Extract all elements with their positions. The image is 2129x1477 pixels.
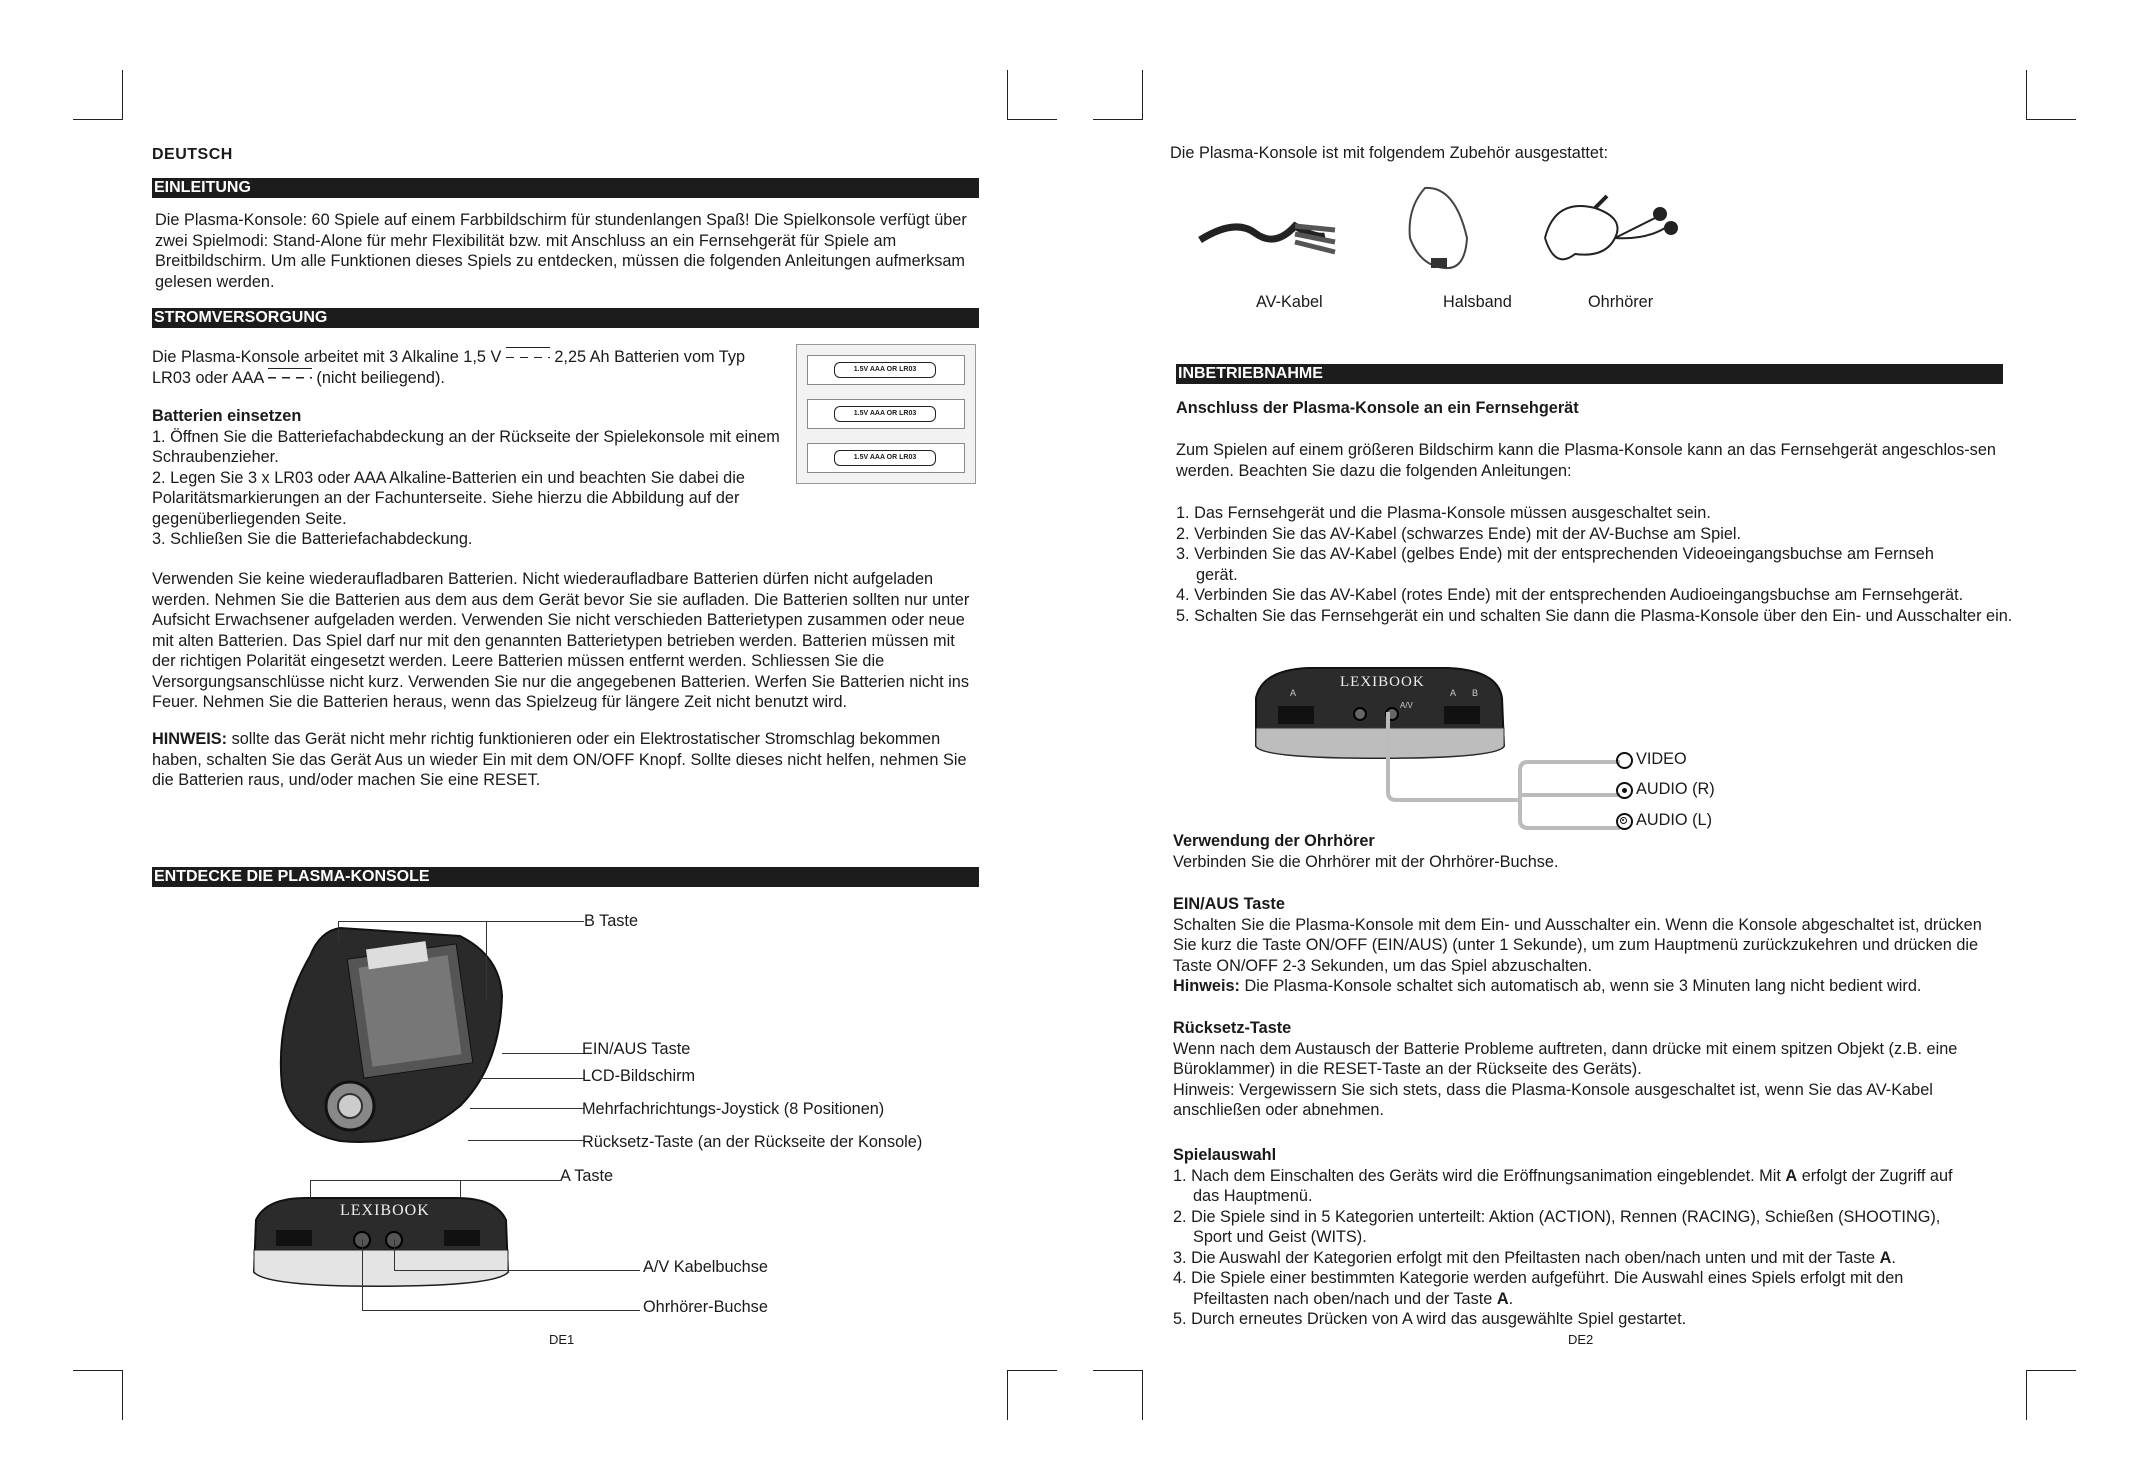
accessory-label: Halsband xyxy=(1443,293,1512,311)
label-joystick: Mehrfachrichtungs-Joystick (8 Positionen) xyxy=(582,1100,885,1118)
page-number: DE2 xyxy=(1568,1332,1594,1347)
power-text: (nicht beiliegend). xyxy=(311,368,445,387)
power-text: LR03 oder AAA xyxy=(152,368,268,387)
audio-r-connector-icon xyxy=(1616,782,1633,799)
crop-mark xyxy=(73,119,123,120)
section-heading-stromversorgung: STROMVERSORGUNG xyxy=(152,308,979,328)
step-text: erfolgt der Zugriff auf xyxy=(1797,1166,1953,1185)
device-mark-a: A xyxy=(1290,688,1297,698)
einaus-title: EIN/AUS Taste xyxy=(1173,895,1285,913)
crop-mark xyxy=(1093,1370,1143,1371)
connector-label-audio-l: AUDIO (L) xyxy=(1636,811,1712,829)
insert-batteries-block xyxy=(152,406,782,550)
tv-steps xyxy=(1176,503,2016,626)
leader-line xyxy=(470,1108,584,1109)
game-step xyxy=(1173,1289,2013,1310)
power-paragraph xyxy=(152,347,792,388)
device-mark-b: B xyxy=(1472,688,1479,698)
step-text: 1. Nach dem Einschalten des Geräts wird die Eröffnungsanimation eingeblendet. Mit xyxy=(1173,1166,1786,1185)
battery xyxy=(807,443,965,473)
accessories-intro: Die Plasma-Konsole ist mit folgendem Zubehör ausgestattet: xyxy=(1170,144,1609,162)
game-step: 4. Die Spiele einer bestimmten Kategorie werden aufgeführt. Die Auswahl eines Spiels erfolgt mit den xyxy=(1173,1269,1904,1287)
tv-connection-intro: Zum Spielen auf einem größeren Bildschirm kann die Plasma-Konsole kann an das Fernsehgerät angeschlos-sen werden. Beachten Sie dazu die folgenden Anleitungen: xyxy=(1176,441,1996,480)
leader-line xyxy=(338,921,584,922)
power-text: 2,25 Ah Batterien vom Typ xyxy=(549,348,746,366)
connector-label-audio-r: AUDIO (R) xyxy=(1636,780,1715,798)
accessory-label: AV-Kabel xyxy=(1256,293,1323,311)
device-mark-av: A/V xyxy=(1400,701,1413,710)
hinweis-label: HINWEIS: xyxy=(152,730,228,748)
tv-step: 1. Das Fernsehgerät und die Plasma-Konsole müssen ausgeschaltet sein. xyxy=(1176,504,1711,522)
section-heading-entdecke: ENTDECKE DIE PLASMA-KONSOLE xyxy=(152,867,979,887)
crop-mark xyxy=(2026,119,2076,120)
step-key: A xyxy=(1496,1289,1509,1308)
accessory-label: Ohrhörer xyxy=(1588,293,1654,311)
game-step xyxy=(1173,1248,2013,1269)
einaus-hint-text: Die Plasma-Konsole schaltet sich automatisch ab, wenn sie 3 Minuten lang nicht bedient wird. xyxy=(1239,977,1922,995)
einaus-hint xyxy=(1173,976,2003,997)
battery-label: 1.5V AAA OR LR03 xyxy=(834,362,936,378)
device-mark-a: A xyxy=(1450,688,1457,698)
leader-line xyxy=(480,1078,584,1079)
tv-step: gerät. xyxy=(1196,565,1238,584)
language-heading: DEUTSCH xyxy=(152,146,233,163)
insert-step: 2. Legen Sie 3 x LR03 oder AAA Alkaline-Batterien ein und beachten Sie dabei die Polaritätsmarkierungen an der Fachunterseite. Siehe hierzu die Abbildung auf der gegenüberliegenden Seite. xyxy=(152,468,745,528)
insert-step: 3. Schließen Sie die Batteriefachabdeckung. xyxy=(152,530,473,548)
intro-paragraph: Die Plasma-Konsole: 60 Spiele auf einem Farbbildschirm für stundenlangen Spaß! Die Spielkonsole verfügt über zwei Spielmodi: Stand-Alone für mehr Flexibilität bzw. mit Anschluss an ein Fernsehgerät für Spiele am Breitbildschirm. Um alle Funktionen dieses Spiels zu entdecken, müssen die folgenden Anleitungen aufmerksam gelesen werden. xyxy=(155,211,967,291)
section-heading-einleitung: EINLEITUNG xyxy=(152,178,979,198)
tv-connection-title: Anschluss der Plasma-Konsole an ein Fernsehgerät xyxy=(1176,399,1579,417)
leader-line xyxy=(394,1270,640,1271)
step-text: Pfeiltasten nach oben/nach und der Taste xyxy=(1193,1289,1497,1308)
tv-step: 2. Verbinden Sie das AV-Kabel (schwarzes Ende) mit der AV-Buchse am Spiel. xyxy=(1176,524,1742,543)
connector-label-video: VIDEO xyxy=(1636,750,1687,768)
leader-line xyxy=(468,1140,584,1141)
battery xyxy=(807,399,965,429)
label-lcd: LCD-Bildschirm xyxy=(582,1067,696,1085)
crop-mark xyxy=(1142,1370,1143,1420)
einaus-hint-label: Hinweis: xyxy=(1173,977,1240,995)
game-step: 2. Die Spiele sind in 5 Kategorien unterteilt: Aktion (ACTION), Rennen (RACING), Schießen (SHOOTING), xyxy=(1173,1207,1941,1226)
page-number: DE1 xyxy=(549,1332,575,1347)
crop-mark xyxy=(73,1370,123,1371)
section-heading-inbetriebnahme: INBETRIEBNAHME xyxy=(1176,364,2003,384)
einaus-text: Schalten Sie die Plasma-Konsole mit dem Ein- und Ausschalter ein. Wenn die Konsole abgeschaltet ist, drücken Sie kurz die Taste ON/OFF (EIN/AUS) (unter 1 Sekunde), um zum Hauptmenü zurückzukehren und drücken die Taste ON/OFF 2-3 Sekunden, um das Spiel abzuschalten. xyxy=(1173,915,1982,975)
reset-section xyxy=(1173,1018,2003,1121)
label-b-taste: B Taste xyxy=(584,912,639,930)
crop-mark xyxy=(122,1370,123,1420)
leader-line xyxy=(338,921,339,941)
av-cable-lines xyxy=(1380,712,1630,832)
tv-step: 4. Verbinden Sie das AV-Kabel (rotes Ende) mit der entsprechenden Audioeingangsbuchse am Fernsehgerät. xyxy=(1176,586,1964,604)
power-text: Die Plasma-Konsole arbeitet mit 3 Alkaline 1,5 V xyxy=(152,348,506,366)
earphone-title: Verwendung der Ohrhörer xyxy=(1173,832,1375,850)
brand-logo: LEXIBOOK xyxy=(340,1202,430,1219)
game-step xyxy=(1173,1166,2013,1187)
crop-mark xyxy=(122,70,123,120)
reset-title: Rücksetz-Taste xyxy=(1173,1019,1292,1037)
crop-mark xyxy=(1142,70,1143,120)
step-text: 3. Die Auswahl der Kategorien erfolgt mit den Pfeiltasten nach oben/nach unten und mit der Taste xyxy=(1173,1248,1880,1267)
battery-label: 1.5V AAA OR LR03 xyxy=(834,450,936,466)
reset-hint: Hinweis: Vergewissern Sie sich stets, dass die Plasma-Konsole ausgeschaltet ist, wenn Sie das AV-Kabel anschließen oder abnehmen. xyxy=(1173,1080,1933,1119)
audio-l-connector-icon xyxy=(1616,813,1633,830)
crop-mark xyxy=(1093,119,1143,120)
leader-line xyxy=(362,1310,640,1311)
label-av-kabelbuchse: A/V Kabelbuchse xyxy=(643,1258,768,1276)
label-a-taste: A Taste xyxy=(560,1167,614,1185)
battery-compartment-illustration xyxy=(796,344,976,484)
dc-symbol xyxy=(268,368,312,379)
battery-warning-paragraph: Verwenden Sie keine wiederaufladbaren Batterien. Nicht wiederaufladbare Batterien dürfen nicht aufgeladen werden. Nehmen Sie die Batterien aus dem aus dem Gerät bevor Sie sie aufladen. Die Batterien sollten nur unter Aufsicht Erwachsener aufgeladen werden. Verwenden Sie nicht verschieden Batterietypen zusammen oder neue mit alten Batterien. Das Spiel darf nur mit den genannten Batterietypen betrieben werden. Batterien müssen mit der richtigen Polarität eingesetzt werden. Leere Batterien müssen entfernt werden. Schliessen Sie die Versorgungsanschlüsse nicht kurz. Verwenden Sie nur die angegebenen Batterien. Werfen Sie Batterien nicht ins Feuer. Nehmen Sie die Batterien heraus, wenn das Spielzeug für längere Zeit nicht benutzt wird. xyxy=(152,570,970,711)
leader-line xyxy=(460,1180,461,1198)
game-step: 5. Durch erneutes Drücken von A wird das ausgewählte Spiel gestartet. xyxy=(1173,1310,1687,1328)
dc-symbol xyxy=(506,347,550,358)
leader-line xyxy=(310,1180,311,1198)
game-step: das Hauptmenü. xyxy=(1193,1187,1313,1205)
step-key: A xyxy=(1785,1166,1798,1185)
hinweis-paragraph xyxy=(152,729,977,791)
video-connector-icon xyxy=(1616,752,1633,769)
crop-mark xyxy=(1007,1370,1057,1371)
insert-batteries-title: Batterien einsetzen xyxy=(152,407,302,425)
step-key: A xyxy=(1879,1248,1892,1267)
hinweis-text: sollte das Gerät nicht mehr richtig funktionieren oder ein Elektrostatischer Stromschlag bekommen haben, schalten Sie das Gerät Aus un wieder Ein mit dem ON/OFF Knopf. Sollte dieses nicht helfen, nehmen Sie die Batterien raus, und/oder machen Sie eine RESET. xyxy=(152,730,967,789)
label-ohrhoerer-buchse: Ohrhörer-Buchse xyxy=(643,1298,768,1316)
leader-line xyxy=(502,1053,584,1054)
crop-mark xyxy=(1007,70,1008,120)
game-selection-title: Spielauswahl xyxy=(1173,1146,1277,1164)
leader-line xyxy=(486,921,487,1001)
label-reset: Rücksetz-Taste (an der Rückseite der Konsole) xyxy=(582,1133,923,1151)
tv-step: 5. Schalten Sie das Fernsehgerät ein und schalten Sie dann die Plasma-Konsole über den Ein- und Ausschalter ein. xyxy=(1176,606,2013,625)
leader-line xyxy=(310,1180,560,1181)
crop-mark xyxy=(1007,1370,1008,1420)
crop-mark xyxy=(2026,70,2027,120)
crop-mark xyxy=(2026,1370,2076,1371)
insert-step: 1. Öffnen Sie die Batteriefachabdeckung an der Rückseite der Spielekonsole mit einem Schraubenzieher. xyxy=(152,427,780,466)
crop-mark xyxy=(1007,119,1057,120)
battery xyxy=(807,355,965,385)
tv-step: 3. Verbinden Sie das AV-Kabel (gelbes Ende) mit der entsprechenden Videoeingangsbuchse am Fernseh xyxy=(1176,545,1934,563)
reset-text: Wenn nach dem Austausch der Batterie Probleme auftreten, dann drücke mit einem spitzen Objekt (z.B. eine Büroklammer) in die RESET-Taste an der Rückseite des Geräts). xyxy=(1173,1039,1958,1078)
earphone-section xyxy=(1173,831,2003,872)
battery-label: 1.5V AAA OR LR03 xyxy=(834,406,936,422)
step-text: . xyxy=(1891,1248,1896,1267)
step-text: . xyxy=(1508,1289,1514,1308)
label-ein-aus-taste: EIN/AUS Taste xyxy=(582,1040,691,1058)
einaus-section xyxy=(1173,894,2003,997)
crop-mark xyxy=(2026,1370,2027,1420)
leader-line xyxy=(394,1240,395,1270)
earphone-text: Verbinden Sie die Ohrhörer mit der Ohrhörer-Buchse. xyxy=(1173,852,1559,871)
game-selection-section xyxy=(1173,1145,2013,1330)
game-step: Sport und Geist (WITS). xyxy=(1193,1228,1367,1246)
brand-logo: LEXIBOOK xyxy=(1340,674,1425,690)
accessories-illustration xyxy=(1195,178,1715,288)
leader-line xyxy=(362,1240,363,1310)
console-front-illustration xyxy=(270,916,510,1156)
